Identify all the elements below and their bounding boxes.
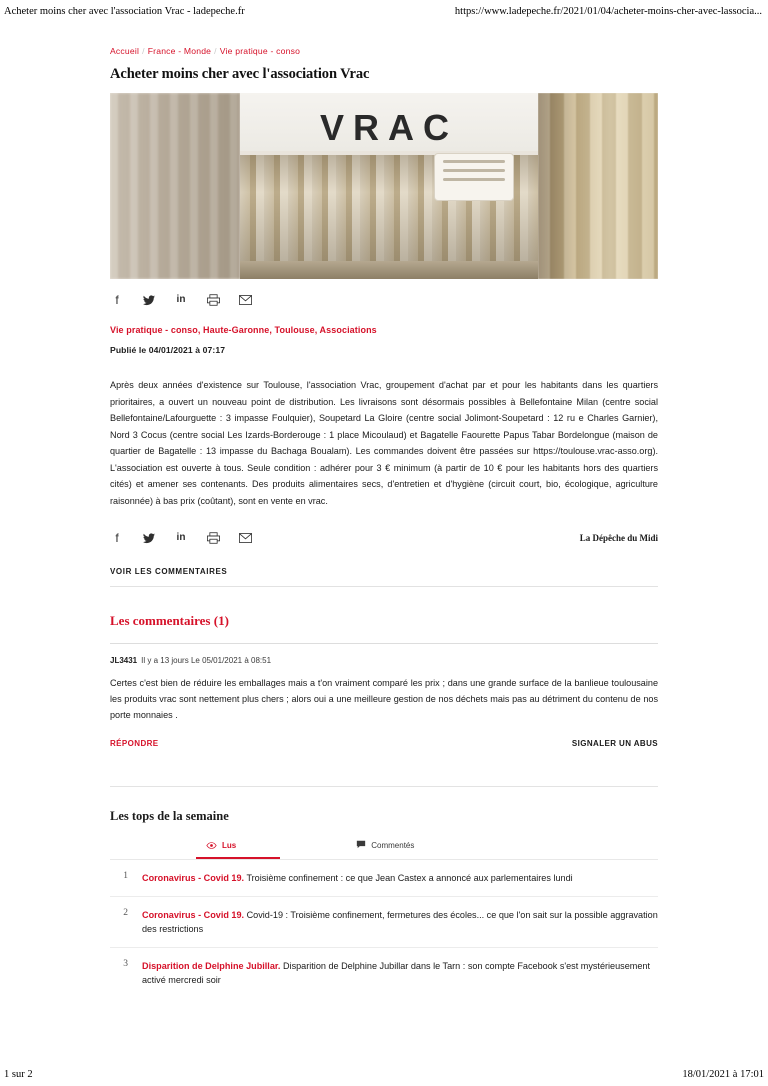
article-tags[interactable]: Vie pratique - conso, Haute-Garonne, Toulouse, Associations bbox=[110, 325, 377, 335]
article-body: Après deux années d'existence sur Toulouse, l'association Vrac, groupement d'achat par et pour les habitants dans les quartiers prioritaires, a ouvert un nouveau point de distribution. Les livraisons sont désormais possibles à Bellefontaine Milan (centre social Bellefontaine/Lafourguette : 3 impasse Foulquier), Soupetard La Gloire (centre social Jolimont-Soupetard : 12 ru e Charles Garnier), Nord 3 Cocus (centre social Les Izards-Borderouge : 1 place Micoulaud) et Bagatelle Faourette Papus Tabar Bordelongue (maison de quartier de Bagatelle : 13 impasse du Bachaga Boualam). Les commandes doivent être passées sur https://toulouse.vrac-asso.org). L'association est ouverte à tous. Seule condition : adhérer pour 3 € minimum (à partir de 10 € pour les habitants hors des quartiers cités) et amener ses contenants. Des produits alimentaires secs, d'entretien et d'hygiène (circuit court, bio, écologique, agriculture raisonnée) à bas prix (coûtant), sont en vente en vrac. bbox=[110, 380, 658, 506]
article-hero-image bbox=[110, 93, 658, 279]
publish-date: Publié le 04/01/2021 à 07:17 bbox=[110, 345, 226, 355]
top-item-text bbox=[142, 871, 573, 885]
print-icon[interactable] bbox=[206, 293, 220, 307]
breadcrumb-item-vie-pratique[interactable]: Vie pratique - conso bbox=[219, 46, 301, 56]
breadcrumb-separator: / bbox=[142, 46, 145, 56]
hero-price-sign-line-2 bbox=[443, 169, 505, 172]
print-header bbox=[0, 6, 768, 17]
hero-price-sign-line-1 bbox=[443, 160, 505, 163]
page-title: Acheter moins cher avec l'association Vrac bbox=[110, 66, 370, 82]
tab-lus-label: Lus bbox=[222, 841, 237, 850]
top-item-text bbox=[142, 908, 658, 936]
email-icon-bottom[interactable] bbox=[238, 531, 252, 545]
twitter-icon-bottom[interactable] bbox=[142, 531, 156, 545]
report-abuse-button[interactable]: SIGNALER UN ABUS bbox=[571, 739, 658, 748]
print-header-title: Acheter moins cher avec l'association Vrac - ladepeche.fr bbox=[4, 6, 245, 17]
hero-store-sign-text: VRAC bbox=[319, 107, 459, 148]
top-item-rank: 3 bbox=[123, 959, 128, 969]
tab-commentes-label: Commentés bbox=[371, 841, 415, 850]
linkedin-icon[interactable]: in bbox=[176, 294, 186, 305]
list-item[interactable] bbox=[110, 948, 658, 998]
print-footer bbox=[0, 1069, 768, 1080]
hero-right-panel bbox=[538, 93, 658, 279]
divider-before-tops bbox=[110, 786, 658, 787]
list-item[interactable] bbox=[110, 897, 658, 948]
comments-heading: Les commentaires (1) bbox=[110, 613, 229, 628]
linkedin-icon-bottom[interactable]: in bbox=[176, 532, 186, 543]
reply-button[interactable]: RÉPONDRE bbox=[110, 739, 159, 748]
see-comments-button[interactable]: VOIR LES COMMENTAIRES bbox=[110, 567, 228, 576]
top-item-kicker: Coronavirus - Covid 19. bbox=[142, 873, 245, 883]
comment-item bbox=[110, 656, 658, 748]
top-item-headline: Covid-19 : Troisième confinement, fermetures des écoles... ce que l'on sait sur la possible aggravation des restrictions bbox=[142, 910, 658, 934]
top-item-kicker: Disparition de Delphine Jubillar. bbox=[142, 961, 281, 971]
facebook-icon[interactable]: f bbox=[115, 293, 119, 307]
top-item-rank: 1 bbox=[123, 871, 128, 881]
facebook-icon-bottom[interactable]: f bbox=[115, 531, 119, 545]
twitter-icon[interactable] bbox=[142, 293, 156, 307]
hero-floor bbox=[240, 261, 538, 279]
breadcrumb bbox=[110, 46, 658, 56]
comment-icon bbox=[356, 840, 366, 851]
share-row-bottom bbox=[110, 531, 252, 545]
print-header-url: https://www.ladepeche.fr/2021/01/04/acheter-moins-cher-avec-lassocia... bbox=[454, 6, 762, 17]
print-icon-bottom[interactable] bbox=[206, 531, 220, 545]
tops-tabs bbox=[110, 840, 658, 851]
comment-meta bbox=[110, 656, 658, 665]
divider-comments bbox=[110, 643, 658, 644]
comment-timestamp: Il y a 13 jours Le 05/01/2021 à 08:51 bbox=[141, 656, 272, 665]
eye-icon bbox=[206, 841, 217, 851]
hero-left-panel bbox=[110, 93, 240, 279]
top-item-kicker: Coronavirus - Covid 19. bbox=[142, 910, 245, 920]
breadcrumb-item-accueil[interactable]: Accueil bbox=[110, 46, 140, 56]
article-byline: La Dépêche du Midi bbox=[579, 533, 658, 543]
comment-actions bbox=[110, 739, 658, 748]
tab-commentes[interactable] bbox=[356, 840, 414, 851]
breadcrumb-separator-2: / bbox=[214, 46, 217, 56]
tops-heading: Les tops de la semaine bbox=[110, 809, 229, 823]
hero-center-panel bbox=[240, 93, 538, 279]
tab-lus[interactable] bbox=[206, 841, 236, 851]
page-number: 1 sur 2 bbox=[4, 1069, 33, 1080]
hero-price-sign-line-3 bbox=[443, 178, 505, 181]
divider-after-comments-link bbox=[110, 586, 658, 587]
share-byline-row bbox=[110, 531, 658, 545]
email-icon[interactable] bbox=[238, 293, 252, 307]
comment-text: Certes c'est bien de réduire les emballages mais a t'on vraiment comparé les prix ; dans une grande surface de la banlieue toulousaine les produits vrac sont nettement plus chers ; alors oui a une meilleure gestion de nos déchets mais pas au détriment du contenu de nos porte monnaies . bbox=[110, 678, 658, 720]
top-item-headline: Troisième confinement : ce que Jean Castex a annoncé aux parlementaires lundi bbox=[244, 873, 573, 883]
comment-author: JL3431 bbox=[110, 656, 138, 665]
top-item-rank: 2 bbox=[123, 908, 128, 918]
print-timestamp: 18/01/2021 à 17:01 bbox=[682, 1069, 764, 1080]
breadcrumb-item-france-monde[interactable]: France - Monde bbox=[147, 46, 212, 56]
hero-price-sign bbox=[434, 153, 514, 201]
list-item[interactable] bbox=[110, 860, 658, 897]
top-item-headline: Disparition de Delphine Jubillar dans le Tarn : son compte Facebook s'est mystérieusement activé mercredi soir bbox=[142, 961, 650, 985]
share-row-top bbox=[110, 293, 658, 307]
top-item-text bbox=[142, 959, 658, 987]
article-content bbox=[110, 46, 658, 998]
